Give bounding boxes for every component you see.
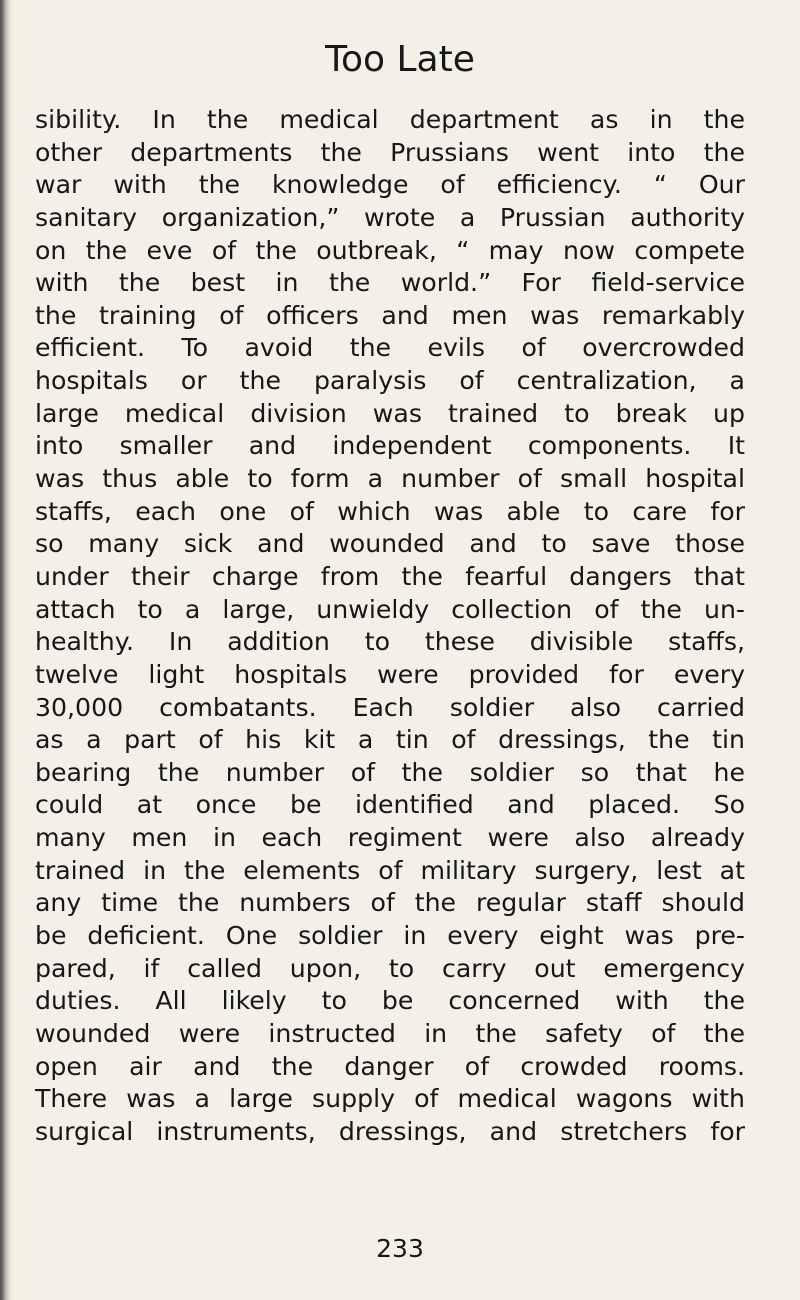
text-line: with the best in the world.” For field-service (35, 268, 745, 298)
text-line: open air and the danger of crowded rooms. (35, 1051, 745, 1081)
text-line: could at once be identified and placed. So (35, 790, 745, 820)
text-line: attach to a large, unwieldy collection of the un- (35, 594, 745, 624)
page-number: 233 (376, 1234, 424, 1263)
text-line: under their charge from the fearful dangers that (35, 561, 745, 591)
text-line: staffs, each one of which was able to care for (35, 496, 745, 526)
text-line: large medical division was trained to break up (35, 398, 745, 428)
text-line: twelve light hospitals were provided for every (35, 659, 745, 689)
text-line: duties. All likely to be concerned with the (35, 986, 745, 1016)
text-line: be deficient. One soldier in every eight was pre- (35, 921, 745, 951)
text-line: sibility. In the medical department as in the (35, 105, 745, 134)
text-line: healthy. In addition to these divisible staffs, (35, 627, 745, 657)
body-text (35, 104, 745, 1149)
text-line: There was a large supply of medical wagons with (35, 1084, 745, 1114)
text-line: surgical instruments, dressings, and stretchers for (35, 1116, 745, 1146)
text-line: 30,000 combatants. Each soldier also carried (35, 692, 745, 722)
text-line: wounded were instructed in the safety of the (35, 1018, 745, 1048)
text-line: pared, if called upon, to carry out emergency (35, 953, 745, 983)
page-gutter-shadow (0, 0, 14, 1300)
text-line: other departments the Prussians went into the (35, 137, 745, 167)
text-line: many men in each regiment were also already (35, 823, 745, 853)
text-line: war with the knowledge of efficiency. “ Our (35, 170, 745, 200)
text-line: sanitary organization,” wrote a Prussian authority (35, 202, 745, 232)
text-line: as a part of his kit a tin of dressings, the tin (35, 725, 745, 755)
text-line: so many sick and wounded and to save those (35, 529, 745, 559)
text-line: into smaller and independent components. It (35, 431, 745, 461)
text-line: bearing the number of the soldier so that he (35, 757, 745, 787)
text-line: on the eve of the outbreak, “ may now compete (35, 235, 745, 265)
text-line: any time the numbers of the regular staff should (35, 888, 745, 918)
text-line: the training of officers and men was remarkably (35, 300, 745, 330)
text-line: hospitals or the paralysis of centralization, a (35, 366, 745, 396)
running-head: Too Late (325, 39, 475, 80)
text-line: efficient. To avoid the evils of overcrowded (35, 333, 745, 363)
text-line: trained in the elements of military surgery, lest at (35, 855, 745, 885)
text-line: was thus able to form a number of small hospital (35, 464, 745, 494)
